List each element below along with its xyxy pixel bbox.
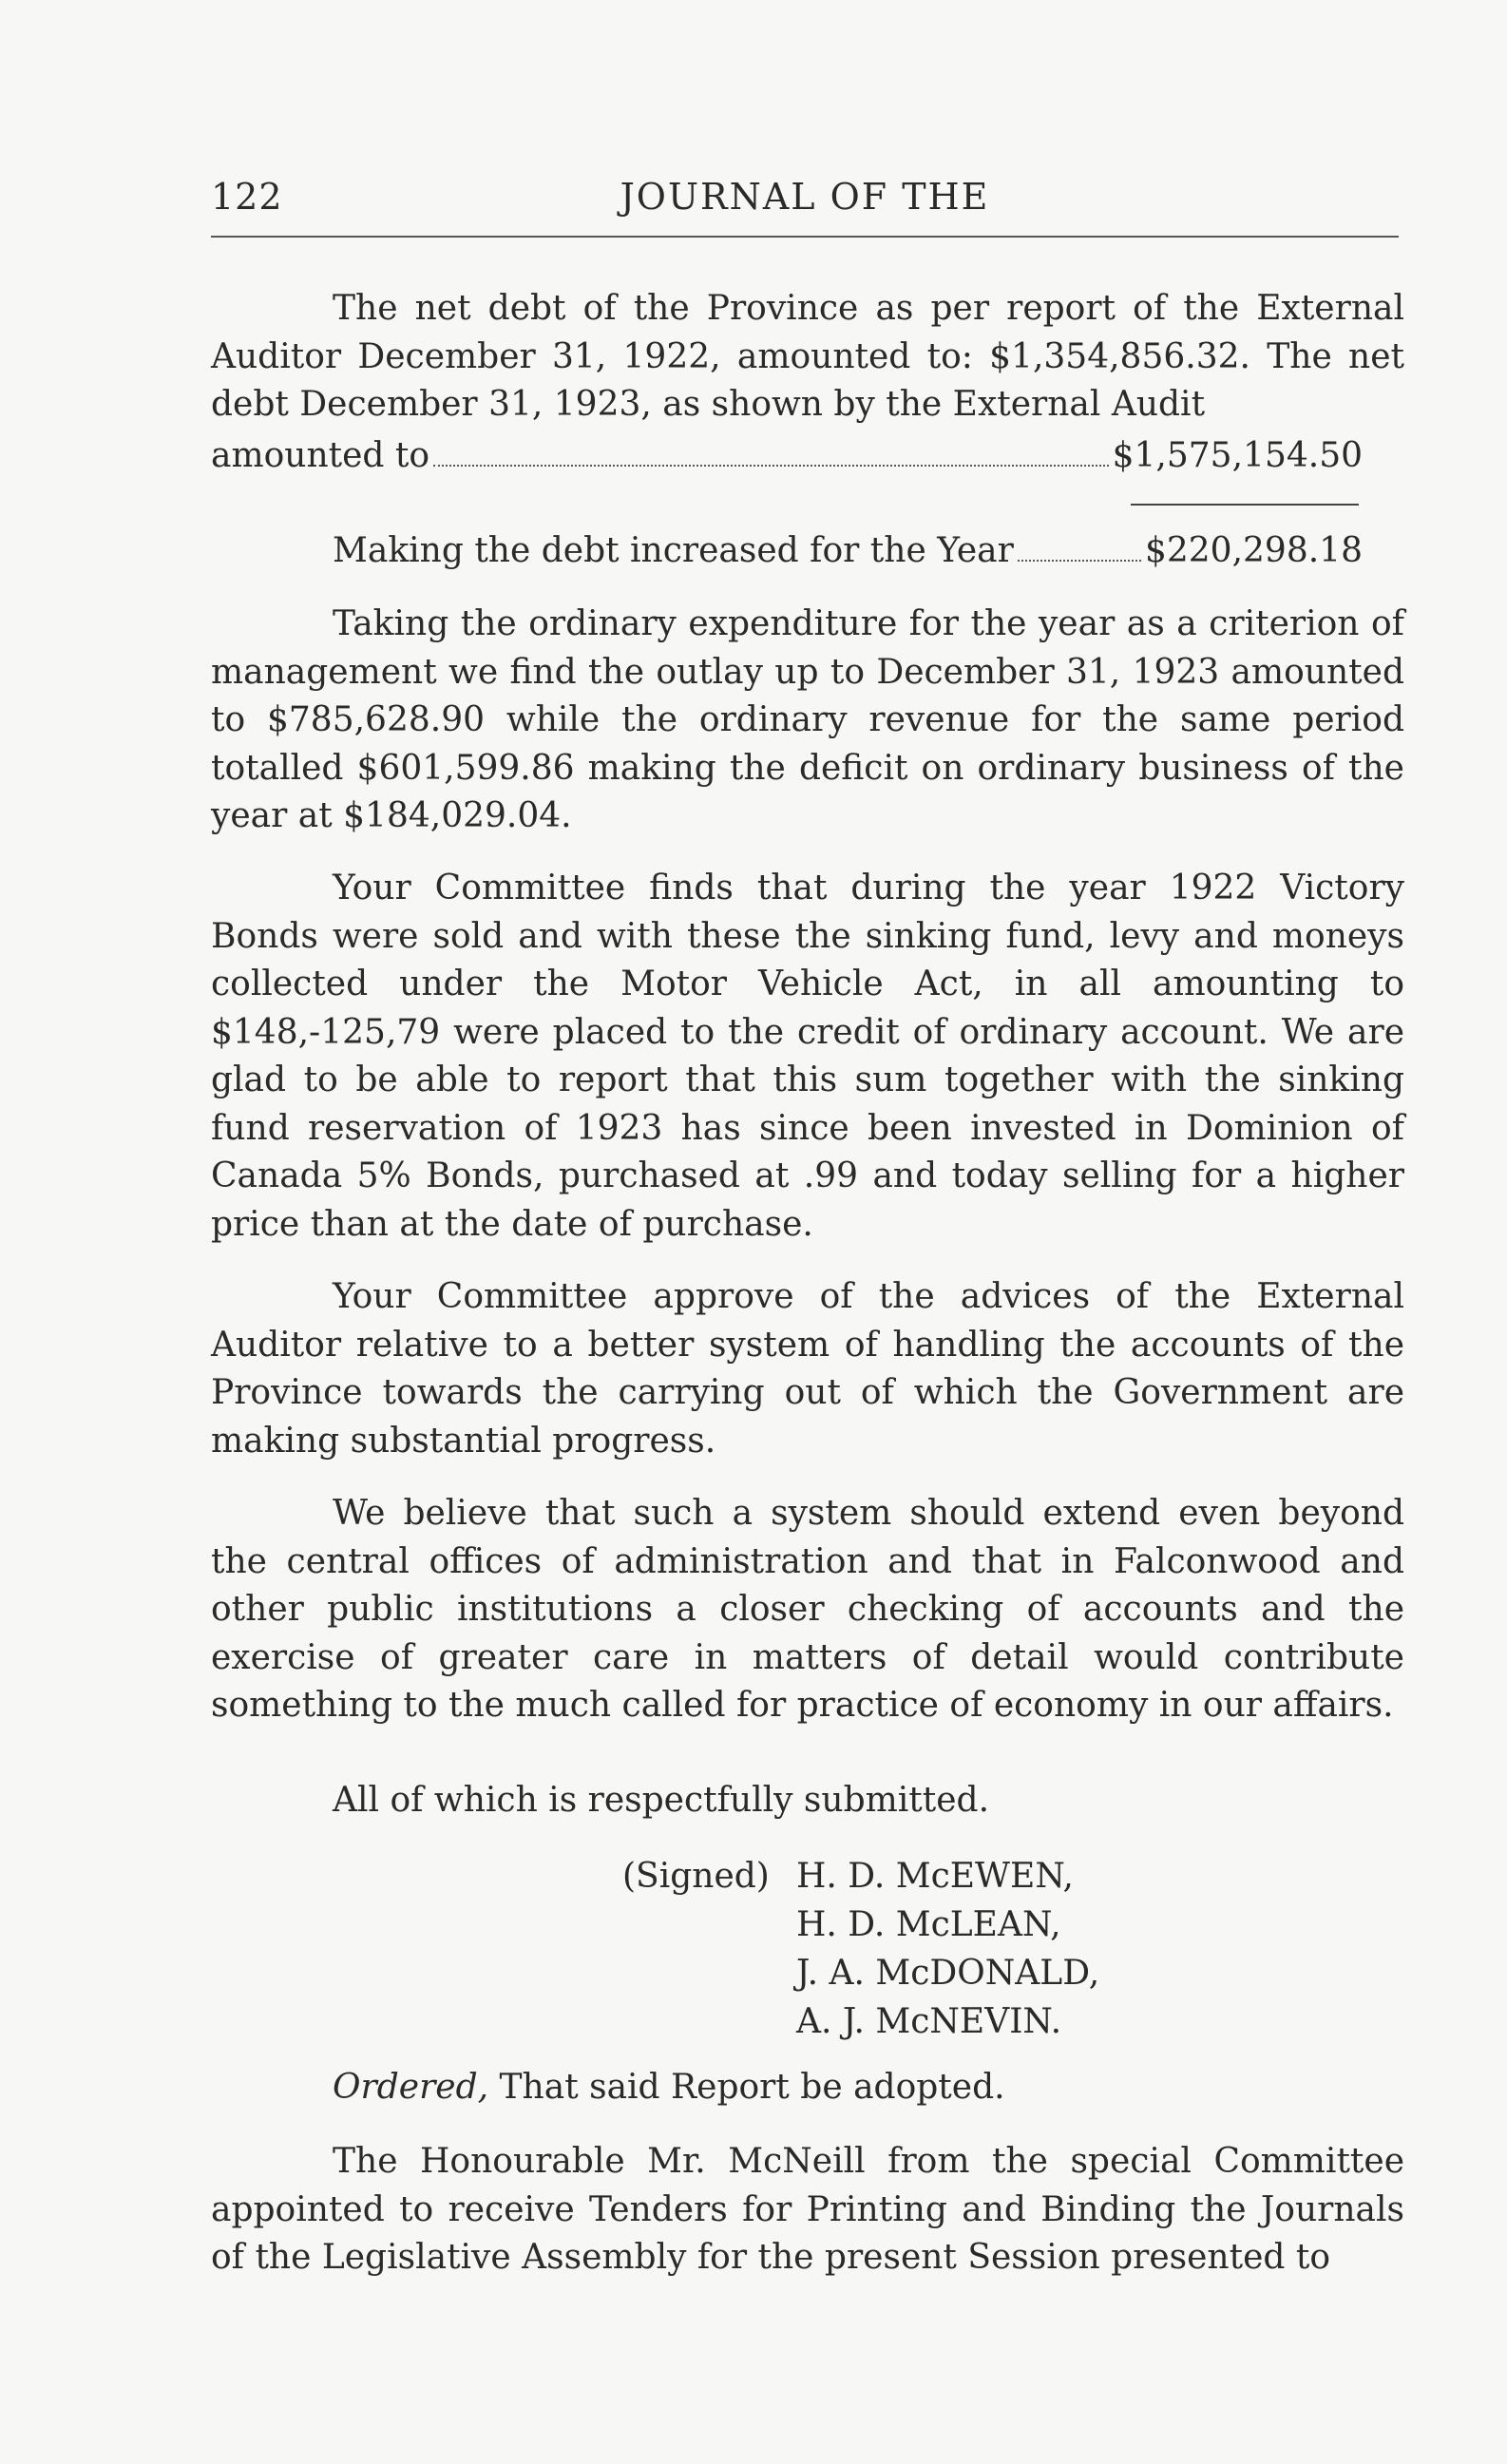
paragraph-block-2 [211, 865, 1404, 1249]
paragraph: Your Committee finds that during the year 1922 Victory Bonds were sold and with these the sinking fund, levy and moneys collected under the Motor Vehicle Act, in all amounting to $148,-125,79 were placed to the credit of ordinary account. We are glad to be able to report that this sum together with the sinking fund reservation of 1923 has since been invested in Dominion of Canada 5% Bonds, purchased at .99 and today selling for a higher price than at the date of purchase. [211, 869, 1404, 1244]
sum-rule [1131, 504, 1359, 506]
paragraph-block-1 [211, 601, 1404, 841]
paragraph-block-3 [211, 1273, 1404, 1465]
leader-dots [433, 465, 1109, 467]
closing-line: All of which is respectfully submitted. [333, 1781, 990, 1820]
page-header [211, 176, 1399, 233]
leader-dots [1018, 560, 1141, 562]
ordered-label: Ordered, [333, 2068, 489, 2107]
signature-name: H. D. McLEAN, [796, 1905, 1061, 1944]
signed-label: (Signed) [622, 1857, 770, 1896]
final-paragraph: The Honourable Mr. McNeill from the special Committee appointed to receive Tenders for Printing and Binding the Journals of the Legislative Assembly for the present Session presented to [211, 2142, 1404, 2277]
increase-line [333, 527, 1363, 575]
final-paragraph-block [211, 2138, 1404, 2283]
debt-amount-label: amounted to [211, 436, 430, 475]
debt-intro-paragraph: The net debt of the Province as per report of the External Auditor December 31, 1922, amounted to: $1,354,856.32. The net debt December 31, 1923, as shown by the External Audit [211, 289, 1404, 424]
increase-value: $220,298.18 [1144, 531, 1363, 570]
page-number: 122 [211, 176, 283, 218]
signature-name: A. J. McNEVIN. [796, 2002, 1062, 2041]
page-title: JOURNAL OF THE [620, 176, 990, 218]
debt-amount-value: $1,575,154.50 [1112, 436, 1363, 475]
debt-amount-line [211, 432, 1363, 480]
signature-name: J. A. McDONALD, [796, 1954, 1100, 1993]
header-rule [211, 236, 1399, 238]
paragraph: We believe that such a system should extend even beyond the central offices of administration and that in Falconwood and other public institutions a closer checking of accounts and the exercise of greater care in matters of detail would contribute something to the much called for practice of economy in our affairs. [211, 1494, 1404, 1725]
increase-label: Making the debt increased for the Year [333, 531, 1014, 570]
paragraph-block-4 [211, 1490, 1404, 1730]
paragraph: Your Committee approve of the advices of the External Auditor relative to a better system of handling the accounts of the Province towards the carrying out of which the Government are making substantial progress. [211, 1277, 1404, 1461]
signature-name: H. D. McEWEN, [796, 1857, 1074, 1896]
debt-intro-block [211, 285, 1404, 430]
ordered-text: That said Report be adopted. [499, 2068, 1005, 2107]
paragraph: Taking the ordinary expenditure for the year as a criterion of management we find the outlay up to December 31, 1923 amounted to $785,628.90 while the ordinary revenue for the same period totalled $601,599.86 making the deficit on ordinary business of the year at $184,029.04. [211, 604, 1404, 835]
ordered-line [333, 2064, 1005, 2112]
